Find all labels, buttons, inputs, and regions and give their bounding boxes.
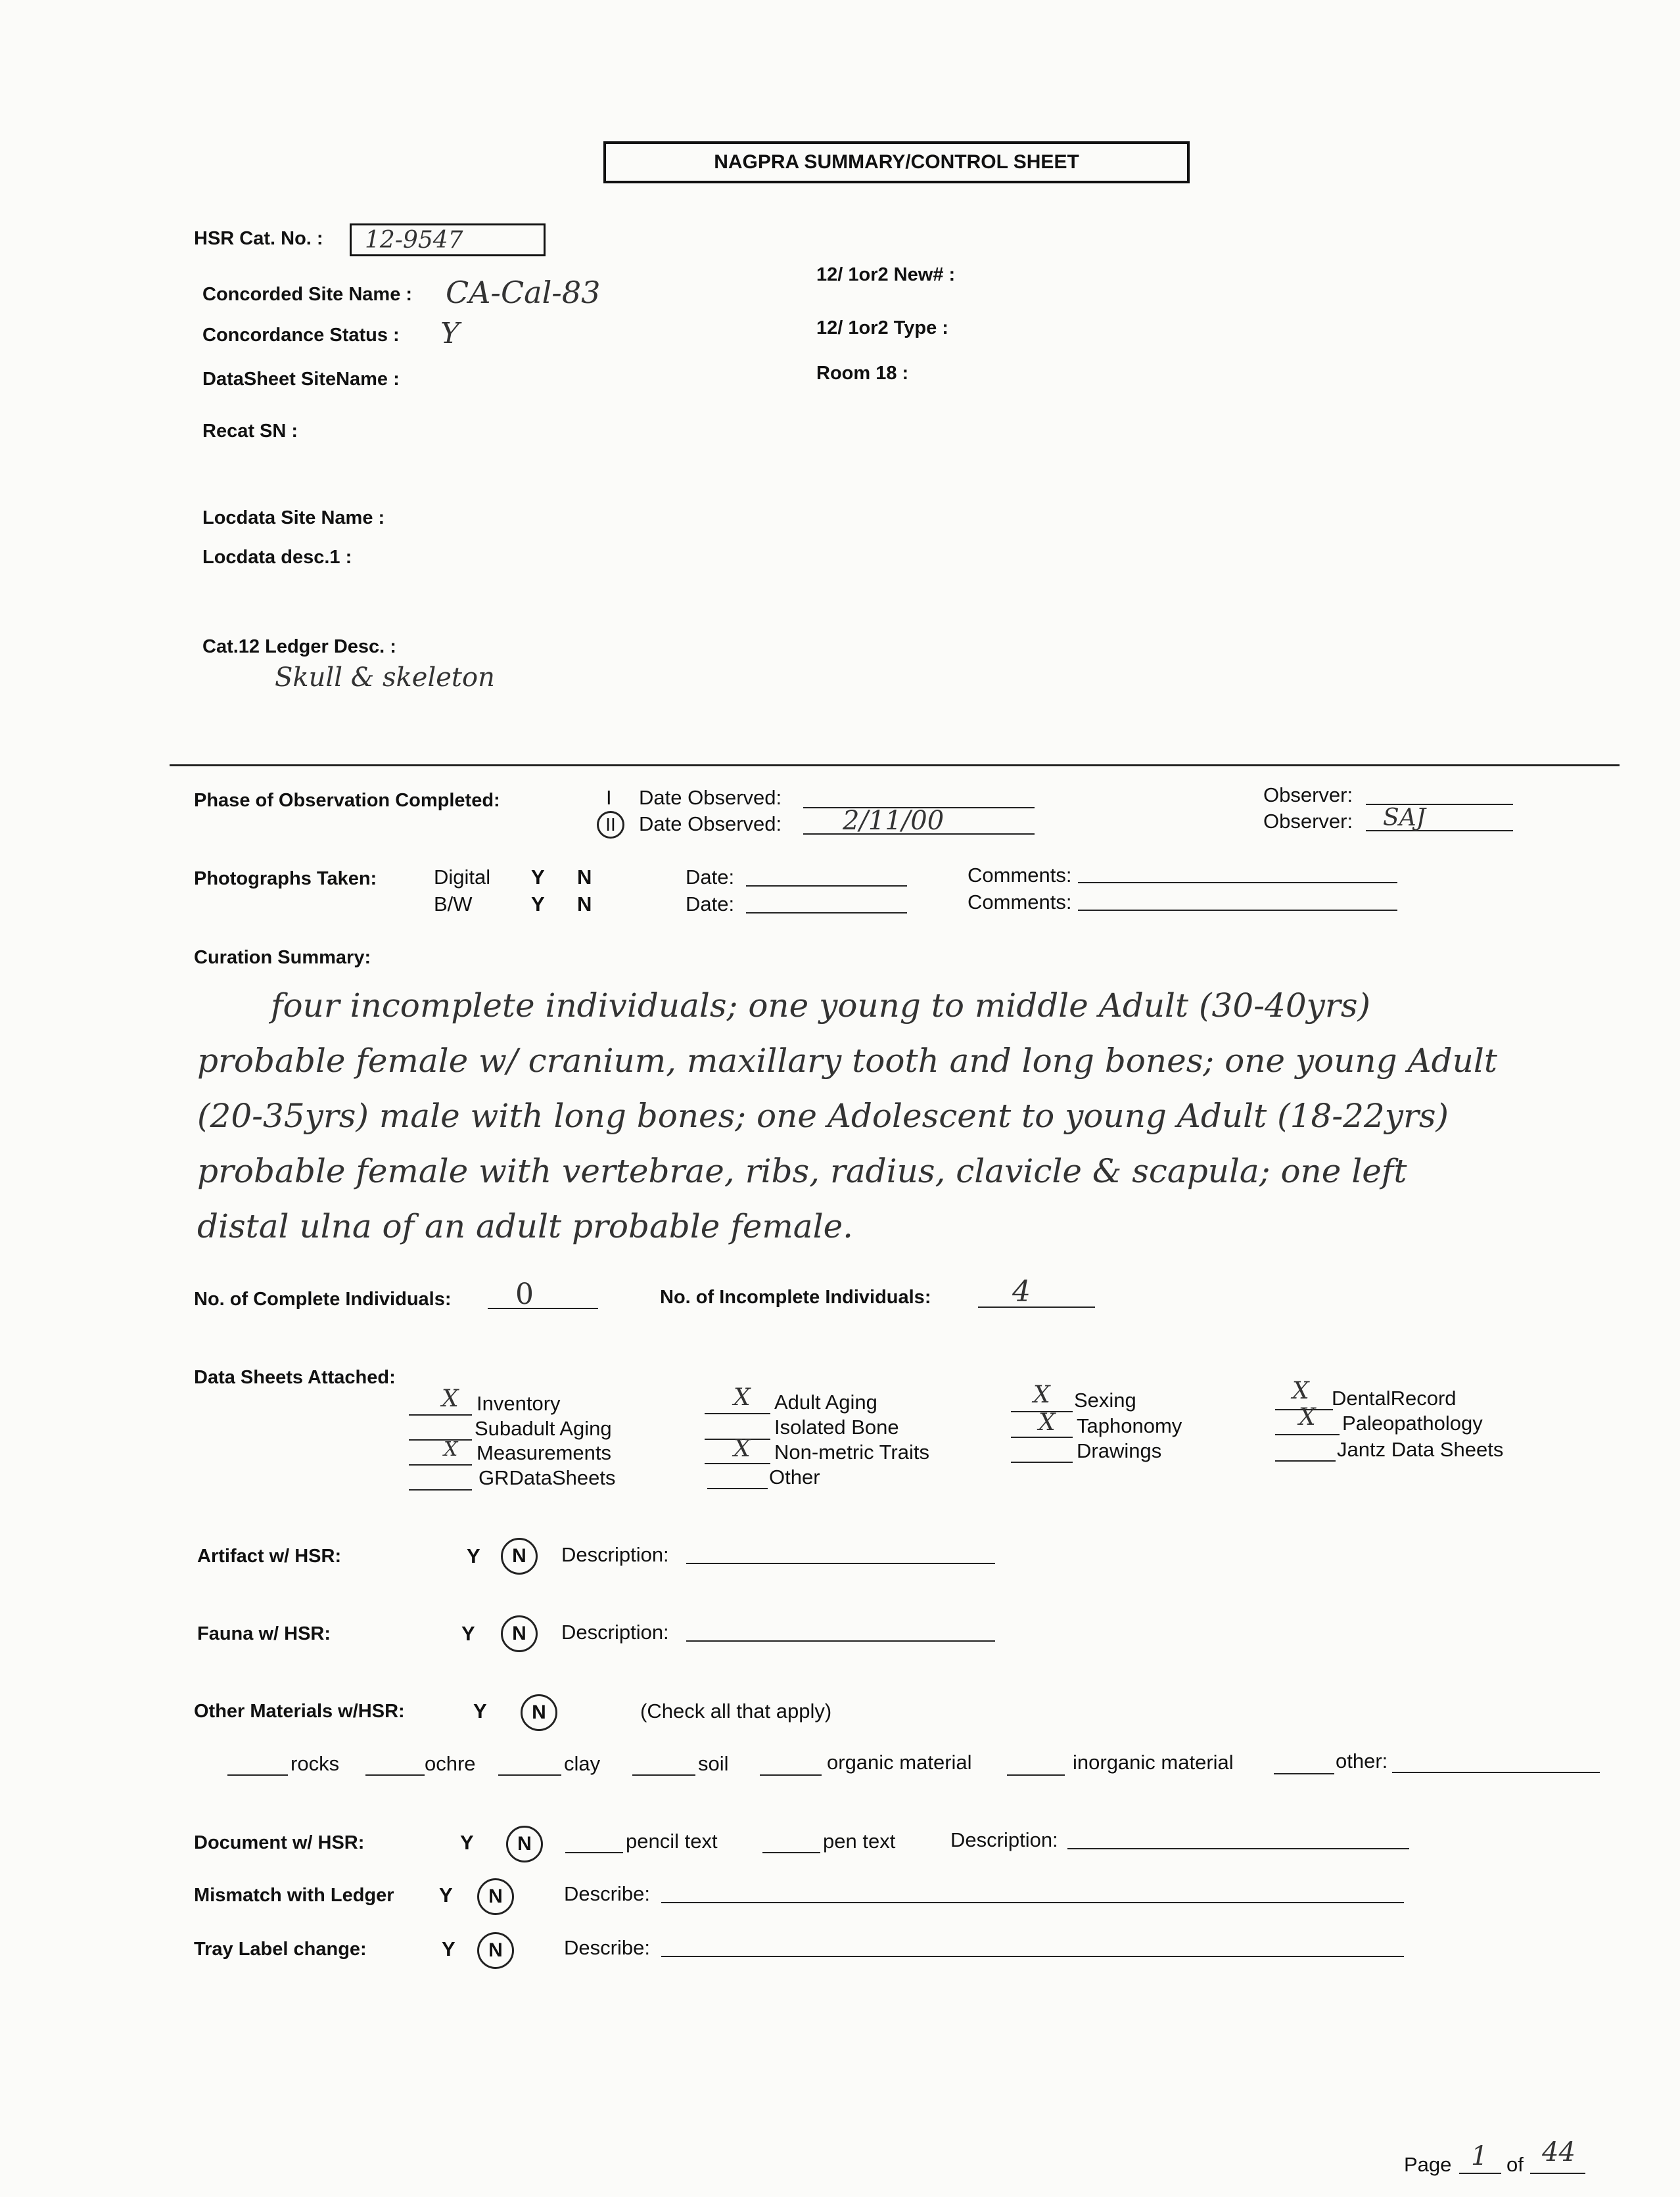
tray-describe-label: Describe: xyxy=(564,1936,650,1959)
datasheet-other-line[interactable] xyxy=(707,1488,768,1489)
photo-bw-n[interactable]: N xyxy=(577,892,592,915)
datasheet-other-label: Other xyxy=(769,1466,820,1489)
document-y[interactable]: Y xyxy=(460,1831,474,1854)
fauna-description-field[interactable] xyxy=(686,1640,995,1642)
datasheet-paleopathology-label: Paleopathology xyxy=(1342,1412,1483,1435)
photo-digital-n[interactable]: N xyxy=(577,866,592,889)
datasheet-paleopathology-line[interactable] xyxy=(1275,1434,1340,1435)
material-other-label: other: xyxy=(1336,1749,1388,1772)
document-description-field[interactable] xyxy=(1067,1848,1409,1849)
artifact-description-label: Description: xyxy=(561,1543,669,1566)
page-total-value: 44 xyxy=(1542,2137,1575,2167)
photo-comments-2-field[interactable] xyxy=(1078,910,1397,911)
datasheet-drawings-label: Drawings xyxy=(1077,1439,1162,1462)
material-clay-label: clay xyxy=(564,1752,601,1775)
page-number-field[interactable] xyxy=(1459,2173,1501,2174)
datasheet-grdatasheets-line[interactable] xyxy=(409,1489,472,1491)
date-observed-2-label: Date Observed: xyxy=(639,812,782,835)
material-rocks-label: rocks xyxy=(291,1752,340,1775)
tray-describe-field[interactable] xyxy=(661,1956,1404,1957)
hsr-cat-no-field[interactable] xyxy=(350,223,546,256)
datasheet-dentalrecord-label: DentalRecord xyxy=(1332,1387,1457,1410)
document-n-circle[interactable] xyxy=(506,1826,543,1862)
complete-individuals-value: 0 xyxy=(515,1278,534,1311)
fauna-n-circle[interactable] xyxy=(501,1615,538,1652)
artifact-n: N xyxy=(512,1545,526,1567)
mismatch-label: Mismatch with Ledger xyxy=(194,1885,394,1906)
datasheet-adult-aging-mark: X xyxy=(734,1384,751,1411)
photo-date-1-field[interactable] xyxy=(746,885,907,887)
tray-label-n: N xyxy=(488,1939,503,1961)
datasheet-adult-aging-line[interactable] xyxy=(705,1413,770,1414)
photo-date-2-label: Date: xyxy=(686,892,735,915)
material-other-line[interactable] xyxy=(1274,1773,1334,1774)
complete-individuals-label: No. of Complete Individuals: xyxy=(194,1289,452,1310)
other-materials-n-circle[interactable] xyxy=(521,1694,557,1731)
datasheet-inventory-label: Inventory xyxy=(477,1392,561,1415)
curation-line-2: probable female w/ cranium, maxillary tooth and long bones; one young Adult xyxy=(197,1042,1497,1080)
artifact-description-field[interactable] xyxy=(686,1563,995,1564)
material-inorganic-line[interactable] xyxy=(1007,1774,1065,1776)
concordance-status-label: Concordance Status : xyxy=(202,325,400,346)
page-number-value: 1 xyxy=(1471,2141,1488,2171)
new-number-label: 12/ 1or2 New# : xyxy=(816,264,956,285)
material-ochre-line[interactable] xyxy=(365,1774,425,1776)
datasheet-grdatasheets-label: GRDataSheets xyxy=(478,1466,616,1489)
photographs-label: Photographs Taken: xyxy=(194,868,377,889)
document-pen-line[interactable] xyxy=(762,1852,820,1853)
other-materials-instructions: (Check all that apply) xyxy=(640,1700,832,1723)
section-divider xyxy=(170,764,1620,766)
date-observed-2-value: 2/11/00 xyxy=(843,806,945,836)
material-soil-label: soil xyxy=(698,1752,729,1775)
date-observed-1-label: Date Observed: xyxy=(639,786,782,809)
observer-2-value: SAJ xyxy=(1383,804,1426,831)
material-ochre-label: ochre xyxy=(425,1752,476,1775)
photo-date-2-field[interactable] xyxy=(746,912,907,913)
curation-line-3: (20-35yrs) male with long bones; one Adolescent to young Adult (18-22yrs) xyxy=(197,1097,1449,1135)
fauna-description-label: Description: xyxy=(561,1621,669,1644)
mismatch-n-circle[interactable] xyxy=(477,1878,514,1915)
datasheet-subadult-aging-line[interactable] xyxy=(409,1439,472,1441)
phase-label: Phase of Observation Completed: xyxy=(194,790,500,811)
document-n: N xyxy=(517,1833,532,1855)
complete-individuals-field[interactable] xyxy=(488,1308,598,1309)
artifact-y[interactable]: Y xyxy=(467,1544,480,1567)
mismatch-y[interactable]: Y xyxy=(439,1884,453,1907)
material-rocks-line[interactable] xyxy=(227,1774,288,1776)
hsr-cat-no-label: HSR Cat. No. : xyxy=(194,228,323,249)
page-label: Page xyxy=(1404,2153,1452,2176)
room-label: Room 18 : xyxy=(816,363,909,384)
tray-label-n-circle[interactable] xyxy=(477,1932,514,1969)
datasheet-adult-aging-label: Adult Aging xyxy=(774,1391,877,1414)
datasheet-inventory-mark: X xyxy=(442,1385,459,1412)
locdata-desc-label: Locdata desc.1 : xyxy=(202,547,352,568)
tray-label-y[interactable]: Y xyxy=(442,1937,455,1960)
ledger-desc-label: Cat.12 Ledger Desc. : xyxy=(202,636,396,657)
material-other-field[interactable] xyxy=(1392,1772,1600,1773)
datasheet-measurements-line[interactable] xyxy=(409,1464,472,1466)
photo-digital-y[interactable]: Y xyxy=(531,866,545,889)
datasheet-nonmetric-traits-label: Non-metric Traits xyxy=(774,1441,929,1464)
photo-bw-y[interactable]: Y xyxy=(531,892,545,915)
phase-2-circle xyxy=(597,811,624,839)
material-organic-label: organic material xyxy=(827,1751,972,1774)
curation-line-4: probable female with vertebrae, ribs, radius, clavicle & scapula; one left xyxy=(197,1152,1407,1190)
material-soil-line[interactable] xyxy=(632,1774,695,1776)
photo-bw-label: B/W xyxy=(434,892,473,915)
mismatch-describe-field[interactable] xyxy=(661,1902,1404,1903)
concorded-site-name-label: Concorded Site Name : xyxy=(202,284,413,305)
material-organic-line[interactable] xyxy=(760,1774,822,1776)
datasheet-subadult-aging-label: Subadult Aging xyxy=(475,1417,612,1440)
datasheet-sexing-mark: X xyxy=(1033,1381,1050,1408)
incomplete-individuals-value: 4 xyxy=(1012,1275,1031,1308)
datasheet-taphonomy-line[interactable] xyxy=(1011,1437,1073,1438)
datasheet-nonmetric-traits-mark: X xyxy=(734,1435,751,1462)
datasheet-sitename-label: DataSheet SiteName : xyxy=(202,369,400,390)
datasheet-measurements-mark: X xyxy=(444,1438,458,1461)
photo-comments-2-label: Comments: xyxy=(968,890,1072,913)
phase-2-marker: II xyxy=(605,814,616,835)
photo-digital-label: Digital xyxy=(434,866,491,889)
ledger-desc-value: Skull & skeleton xyxy=(275,662,495,693)
datasheets-label: Data Sheets Attached: xyxy=(194,1367,396,1388)
recat-sn-label: Recat SN : xyxy=(202,421,298,442)
other-materials-n: N xyxy=(532,1701,546,1723)
hsr-cat-no-value: 12-9547 xyxy=(365,227,463,254)
document-pen-label: pen text xyxy=(823,1830,896,1853)
concordance-status-value: Y xyxy=(440,317,460,350)
material-inorganic-label: inorganic material xyxy=(1073,1751,1234,1774)
datasheet-nonmetric-traits-line[interactable] xyxy=(705,1463,770,1464)
mismatch-describe-label: Describe: xyxy=(564,1882,650,1905)
datasheet-sexing-label: Sexing xyxy=(1074,1389,1136,1412)
other-materials-y[interactable]: Y xyxy=(473,1700,487,1723)
artifact-label: Artifact w/ HSR: xyxy=(197,1546,342,1567)
document-pencil-line[interactable] xyxy=(565,1852,623,1853)
fauna-y[interactable]: Y xyxy=(461,1622,475,1645)
datasheet-taphonomy-label: Taphonomy xyxy=(1077,1414,1182,1437)
incomplete-individuals-field[interactable] xyxy=(978,1307,1095,1308)
datasheet-inventory-line[interactable] xyxy=(409,1414,472,1416)
page-total-field[interactable] xyxy=(1530,2173,1585,2174)
phase-1-marker: I xyxy=(606,786,612,809)
concorded-site-name-value: CA-Cal-83 xyxy=(446,275,601,310)
datasheet-drawings-line[interactable] xyxy=(1011,1462,1073,1463)
datasheet-dentalrecord-mark: X xyxy=(1292,1377,1309,1404)
tray-label-change-label: Tray Label change: xyxy=(194,1939,367,1960)
document-label: Document w/ HSR: xyxy=(194,1832,365,1853)
photo-comments-1-field[interactable] xyxy=(1078,882,1397,883)
fauna-n: N xyxy=(512,1623,526,1644)
material-clay-line[interactable] xyxy=(498,1774,561,1776)
datasheet-taphonomy-mark: X xyxy=(1038,1409,1056,1436)
locdata-site-name-label: Locdata Site Name : xyxy=(202,507,385,528)
curation-line-1: four incomplete individuals; one young to middle Adult (30-40yrs) xyxy=(271,986,1370,1025)
datasheet-jantz-line[interactable] xyxy=(1275,1460,1336,1462)
fauna-label: Fauna w/ HSR: xyxy=(197,1623,331,1644)
document-description-label: Description: xyxy=(950,1828,1058,1851)
of-label: of xyxy=(1506,2153,1524,2176)
document-pencil-label: pencil text xyxy=(626,1830,718,1853)
form-title: NAGPRA SUMMARY/CONTROL SHEET xyxy=(714,151,1079,173)
observer-1-label: Observer: xyxy=(1263,783,1353,806)
form-title-box xyxy=(603,141,1190,183)
artifact-n-circle[interactable] xyxy=(501,1538,538,1575)
incomplete-individuals-label: No. of Incomplete Individuals: xyxy=(660,1287,931,1308)
photo-comments-1-label: Comments: xyxy=(968,864,1072,887)
datasheet-jantz-label: Jantz Data Sheets xyxy=(1337,1438,1504,1461)
datasheet-isolated-bone-label: Isolated Bone xyxy=(774,1416,899,1439)
photo-date-1-label: Date: xyxy=(686,866,735,889)
observer-2-label: Observer: xyxy=(1263,810,1353,833)
datasheet-measurements-label: Measurements xyxy=(477,1441,612,1464)
other-materials-label: Other Materials w/HSR: xyxy=(194,1701,405,1722)
type-label: 12/ 1or2 Type : xyxy=(816,317,948,338)
datasheet-paleopathology-mark: X xyxy=(1299,1404,1316,1431)
mismatch-n: N xyxy=(488,1885,503,1907)
curation-summary-label: Curation Summary: xyxy=(194,947,371,968)
curation-line-5: distal ulna of an adult probable female. xyxy=(197,1207,854,1245)
